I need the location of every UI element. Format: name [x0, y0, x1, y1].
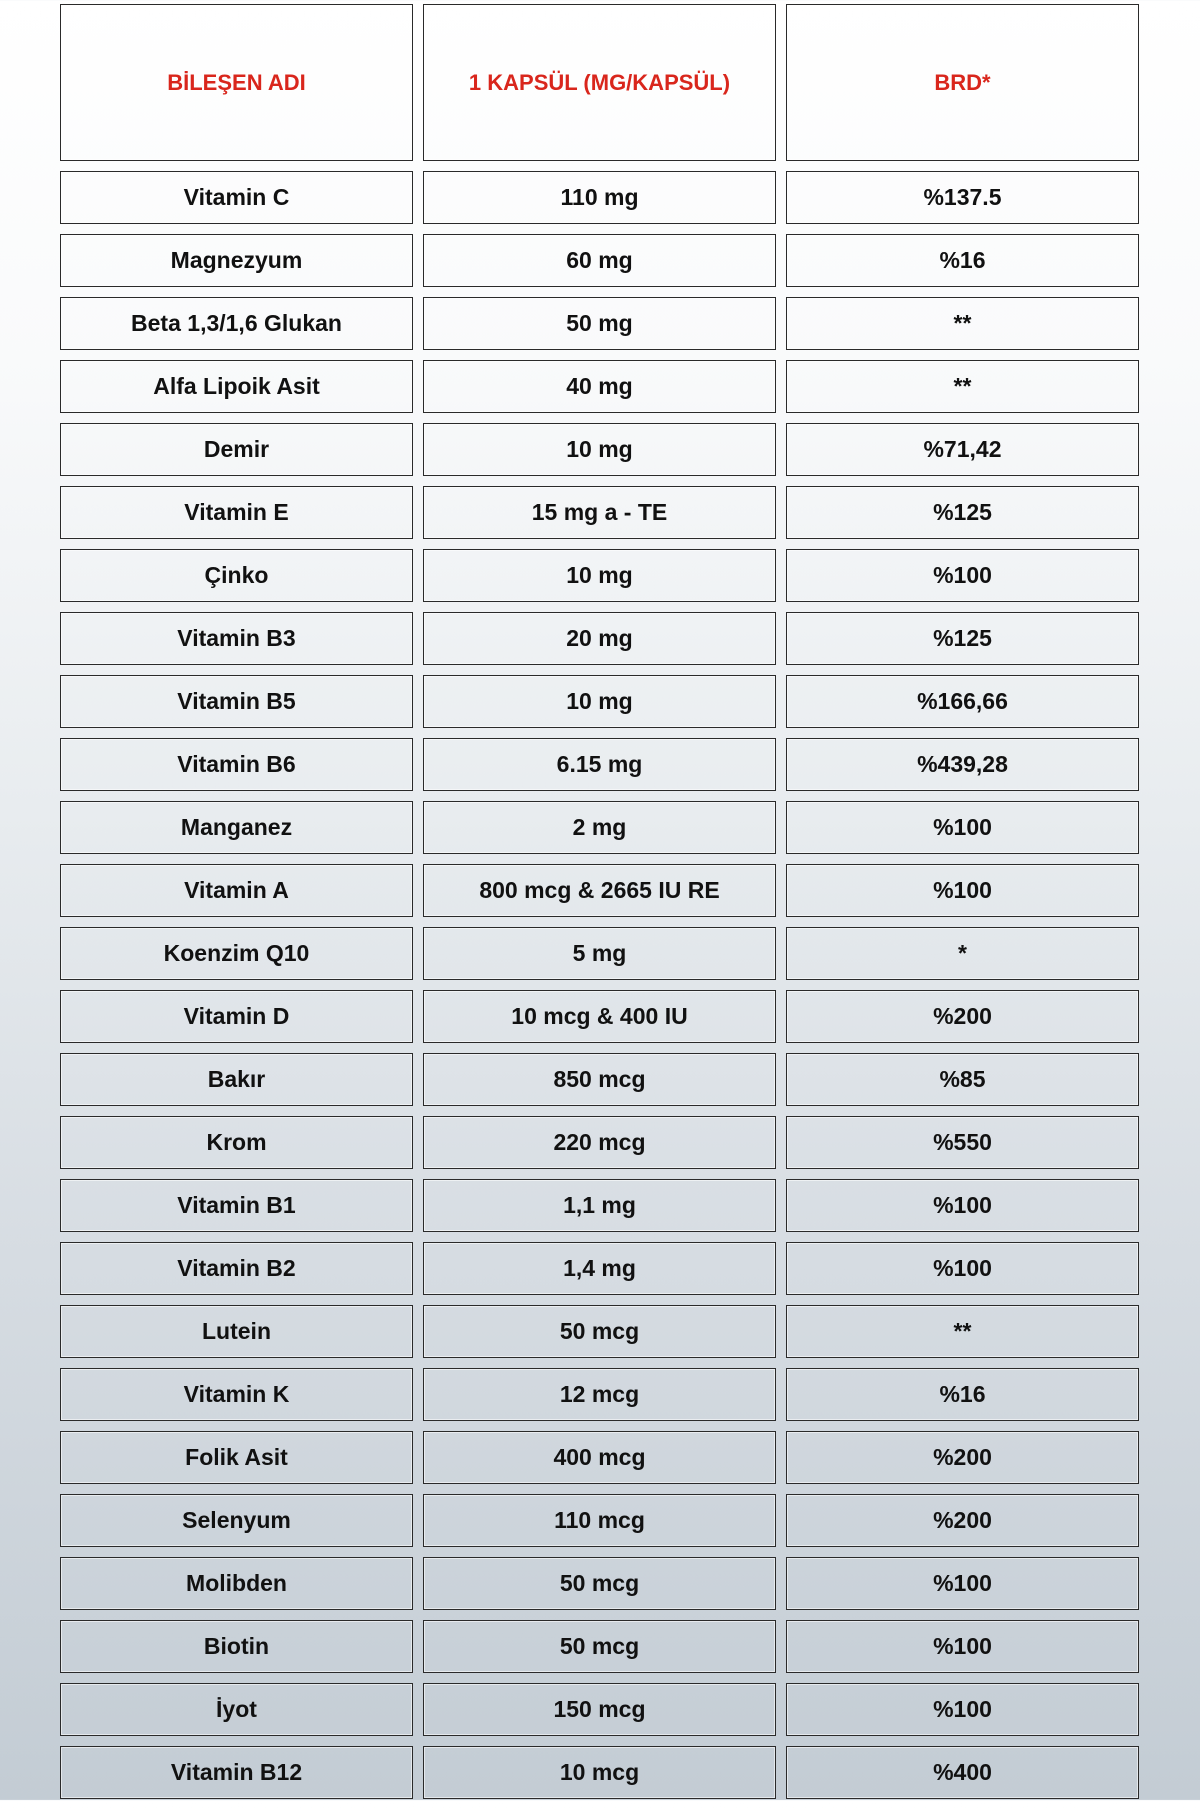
table-row — [60, 1494, 1140, 1547]
ingredient-name-cell: Çinko — [60, 549, 413, 602]
table-row — [60, 234, 1140, 287]
rda-cell: ** — [786, 297, 1139, 350]
table-row — [60, 1620, 1140, 1673]
amount-cell: 50 mcg — [423, 1557, 776, 1610]
table-row — [60, 1053, 1140, 1106]
header-rda: BRD* — [786, 4, 1139, 161]
ingredient-name-cell: Vitamin C — [60, 171, 413, 224]
amount-cell: 1,4 mg — [423, 1242, 776, 1295]
rda-cell: %100 — [786, 549, 1139, 602]
amount-cell: 10 mg — [423, 423, 776, 476]
amount-cell: 800 mcg & 2665 IU RE — [423, 864, 776, 917]
rda-cell: ** — [786, 1305, 1139, 1358]
ingredient-name-cell: Magnezyum — [60, 234, 413, 287]
amount-cell: 10 mg — [423, 675, 776, 728]
table-header-row — [60, 4, 1140, 161]
amount-cell: 10 mg — [423, 549, 776, 602]
table-row — [60, 864, 1140, 917]
ingredient-name-cell: Vitamin B1 — [60, 1179, 413, 1232]
rda-cell: %100 — [786, 1179, 1139, 1232]
ingredient-name-cell: Vitamin D — [60, 990, 413, 1043]
amount-cell: 400 mcg — [423, 1431, 776, 1484]
amount-cell: 150 mcg — [423, 1683, 776, 1736]
rda-cell: ** — [786, 360, 1139, 413]
rda-cell: %16 — [786, 234, 1139, 287]
rda-cell: %71,42 — [786, 423, 1139, 476]
table-row — [60, 486, 1140, 539]
amount-cell: 850 mcg — [423, 1053, 776, 1106]
table-row — [60, 927, 1140, 980]
rda-cell: %100 — [786, 1242, 1139, 1295]
ingredient-name-cell: Lutein — [60, 1305, 413, 1358]
ingredient-name-cell: Vitamin B2 — [60, 1242, 413, 1295]
amount-cell: 15 mg a - TE — [423, 486, 776, 539]
table-body — [60, 171, 1140, 1799]
rda-cell: * — [786, 927, 1139, 980]
ingredient-name-cell: İyot — [60, 1683, 413, 1736]
table-row — [60, 360, 1140, 413]
amount-cell: 50 mg — [423, 297, 776, 350]
table-row — [60, 1557, 1140, 1610]
ingredient-name-cell: Manganez — [60, 801, 413, 854]
amount-cell: 2 mg — [423, 801, 776, 854]
rda-cell: %400 — [786, 1746, 1139, 1799]
amount-cell: 10 mcg & 400 IU — [423, 990, 776, 1043]
rda-cell: %100 — [786, 1620, 1139, 1673]
ingredient-name-cell: Koenzim Q10 — [60, 927, 413, 980]
amount-cell: 50 mcg — [423, 1305, 776, 1358]
rda-cell: %439,28 — [786, 738, 1139, 791]
table-row — [60, 1431, 1140, 1484]
rda-cell: %125 — [786, 612, 1139, 665]
amount-cell: 12 mcg — [423, 1368, 776, 1421]
rda-cell: %100 — [786, 1557, 1139, 1610]
ingredient-name-cell: Vitamin K — [60, 1368, 413, 1421]
table-row — [60, 423, 1140, 476]
ingredients-table — [60, 4, 1140, 1809]
ingredient-name-cell: Selenyum — [60, 1494, 413, 1547]
rda-cell: %100 — [786, 864, 1139, 917]
ingredient-name-cell: Vitamin B6 — [60, 738, 413, 791]
ingredient-name-cell: Vitamin B12 — [60, 1746, 413, 1799]
table-row — [60, 675, 1140, 728]
table-row — [60, 549, 1140, 602]
table-row — [60, 1746, 1140, 1799]
table-row — [60, 171, 1140, 224]
table-row — [60, 738, 1140, 791]
rda-cell: %200 — [786, 1494, 1139, 1547]
amount-cell: 60 mg — [423, 234, 776, 287]
ingredient-name-cell: Folik Asit — [60, 1431, 413, 1484]
table-row — [60, 990, 1140, 1043]
table-row — [60, 1683, 1140, 1736]
rda-cell: %16 — [786, 1368, 1139, 1421]
amount-cell: 1,1 mg — [423, 1179, 776, 1232]
ingredient-name-cell: Demir — [60, 423, 413, 476]
ingredient-name-cell: Bakır — [60, 1053, 413, 1106]
rda-cell: %100 — [786, 801, 1139, 854]
rda-cell: %100 — [786, 1683, 1139, 1736]
rda-cell: %550 — [786, 1116, 1139, 1169]
ingredient-name-cell: Biotin — [60, 1620, 413, 1673]
rda-cell: %200 — [786, 1431, 1139, 1484]
ingredient-name-cell: Molibden — [60, 1557, 413, 1610]
amount-cell: 110 mcg — [423, 1494, 776, 1547]
amount-cell: 20 mg — [423, 612, 776, 665]
table-row — [60, 612, 1140, 665]
ingredient-name-cell: Vitamin E — [60, 486, 413, 539]
amount-cell: 110 mg — [423, 171, 776, 224]
rda-cell: %85 — [786, 1053, 1139, 1106]
table-row — [60, 1242, 1140, 1295]
table-row — [60, 801, 1140, 854]
table-row — [60, 297, 1140, 350]
header-ingredient-name: BİLEŞEN ADI — [60, 4, 413, 161]
amount-cell: 40 mg — [423, 360, 776, 413]
table-row — [60, 1368, 1140, 1421]
amount-cell: 5 mg — [423, 927, 776, 980]
amount-cell: 220 mcg — [423, 1116, 776, 1169]
header-amount-per-capsule: 1 KAPSÜL (MG/KAPSÜL) — [423, 4, 776, 161]
rda-cell: %200 — [786, 990, 1139, 1043]
rda-cell: %137.5 — [786, 171, 1139, 224]
ingredient-name-cell: Beta 1,3/1,6 Glukan — [60, 297, 413, 350]
rda-cell: %125 — [786, 486, 1139, 539]
ingredient-name-cell: Vitamin B3 — [60, 612, 413, 665]
ingredient-name-cell: Vitamin B5 — [60, 675, 413, 728]
amount-cell: 50 mcg — [423, 1620, 776, 1673]
table-row — [60, 1179, 1140, 1232]
table-row — [60, 1305, 1140, 1358]
rda-cell: %166,66 — [786, 675, 1139, 728]
ingredient-name-cell: Vitamin A — [60, 864, 413, 917]
amount-cell: 6.15 mg — [423, 738, 776, 791]
table-row — [60, 1116, 1140, 1169]
ingredient-name-cell: Krom — [60, 1116, 413, 1169]
amount-cell: 10 mcg — [423, 1746, 776, 1799]
ingredient-name-cell: Alfa Lipoik Asit — [60, 360, 413, 413]
